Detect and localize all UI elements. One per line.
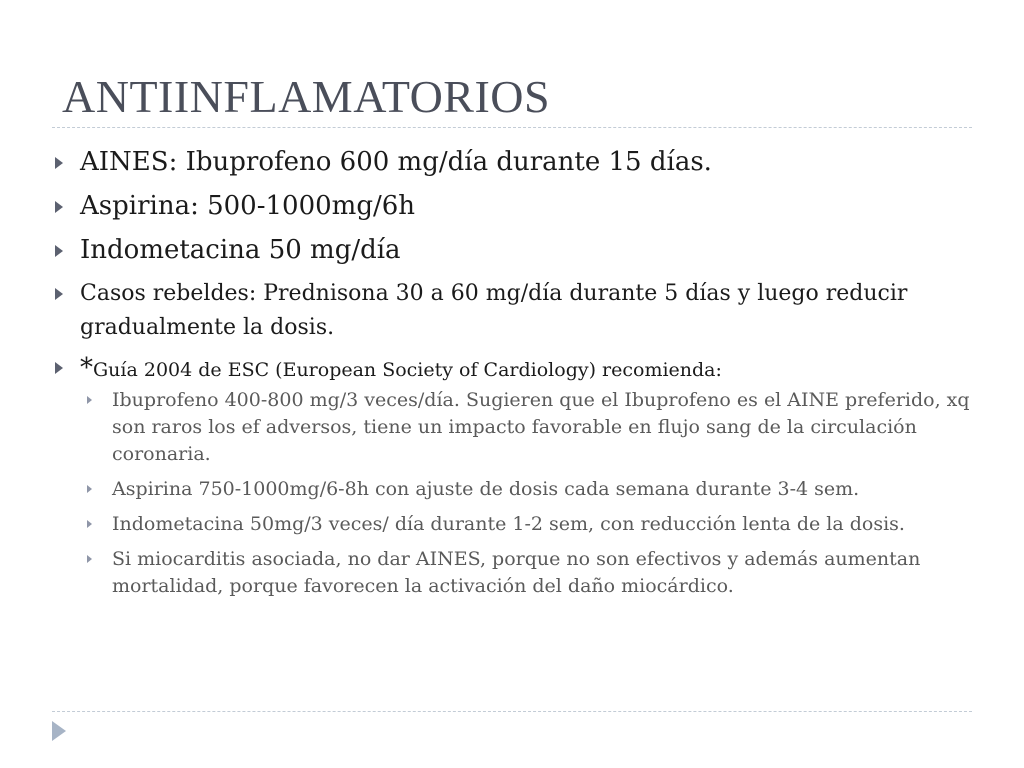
small-triangle-bullet-icon bbox=[87, 520, 92, 528]
small-triangle-bullet-icon bbox=[87, 555, 92, 563]
footer-divider bbox=[52, 711, 972, 712]
bullet-item bbox=[52, 233, 972, 267]
sub-bullet-item bbox=[83, 476, 972, 503]
triangle-bullet-icon bbox=[55, 201, 63, 213]
triangle-bullet-icon bbox=[55, 157, 63, 169]
title-divider bbox=[52, 127, 972, 128]
triangle-bullet-icon bbox=[55, 288, 63, 300]
bullet-item bbox=[52, 353, 972, 385]
sub-bullet-item bbox=[83, 546, 972, 600]
triangle-bullet-icon bbox=[55, 245, 63, 257]
sub-bullet-text: Si miocarditis asociada, no dar AINES, porque no son efectivos y además aumentan mortalidad, porque favorecen la activación del daño miocárdico. bbox=[112, 548, 921, 597]
sub-bullet-text: Aspirina 750-1000mg/6-8h con ajuste de dosis cada semana durante 3-4 sem. bbox=[112, 478, 860, 500]
triangle-arrow-icon bbox=[52, 721, 66, 741]
bullet-text: Casos rebeldes: Prednisona 30 a 60 mg/día durante 5 días y luego reducir gradualmente la dosis. bbox=[80, 281, 908, 340]
bullet-item bbox=[52, 145, 972, 179]
sub-bullet-text: Ibuprofeno 400-800 mg/3 veces/día. Sugieren que el Ibuprofeno es el AINE preferido, xq son raros los ef adversos, tiene un impacto favorable en flujo sang de la circulación coronaria. bbox=[112, 389, 970, 465]
slide-content bbox=[52, 145, 972, 608]
slide-title: ANTIINFLAMATORIOS bbox=[62, 71, 551, 122]
sub-bullet-text: Indometacina 50mg/3 veces/ día durante 1-2 sem, con reducción lenta de la dosis. bbox=[112, 513, 905, 535]
sub-bullet-item bbox=[83, 387, 972, 468]
bullet-text: Guía 2004 de ESC (European Society of Cardiology) recomienda: bbox=[93, 359, 722, 381]
asterisk-mark: * bbox=[80, 353, 93, 383]
sub-bullet-list bbox=[83, 387, 972, 600]
triangle-bullet-icon bbox=[55, 362, 63, 374]
bullet-item bbox=[52, 189, 972, 223]
bullet-text: Indometacina 50 mg/día bbox=[80, 235, 401, 265]
bullet-text: Aspirina: 500-1000mg/6h bbox=[80, 191, 416, 221]
bullet-item bbox=[52, 277, 972, 345]
bullet-text: AINES: Ibuprofeno 600 mg/día durante 15 días. bbox=[80, 147, 712, 177]
small-triangle-bullet-icon bbox=[87, 396, 92, 404]
small-triangle-bullet-icon bbox=[87, 485, 92, 493]
sub-bullet-item bbox=[83, 511, 972, 538]
